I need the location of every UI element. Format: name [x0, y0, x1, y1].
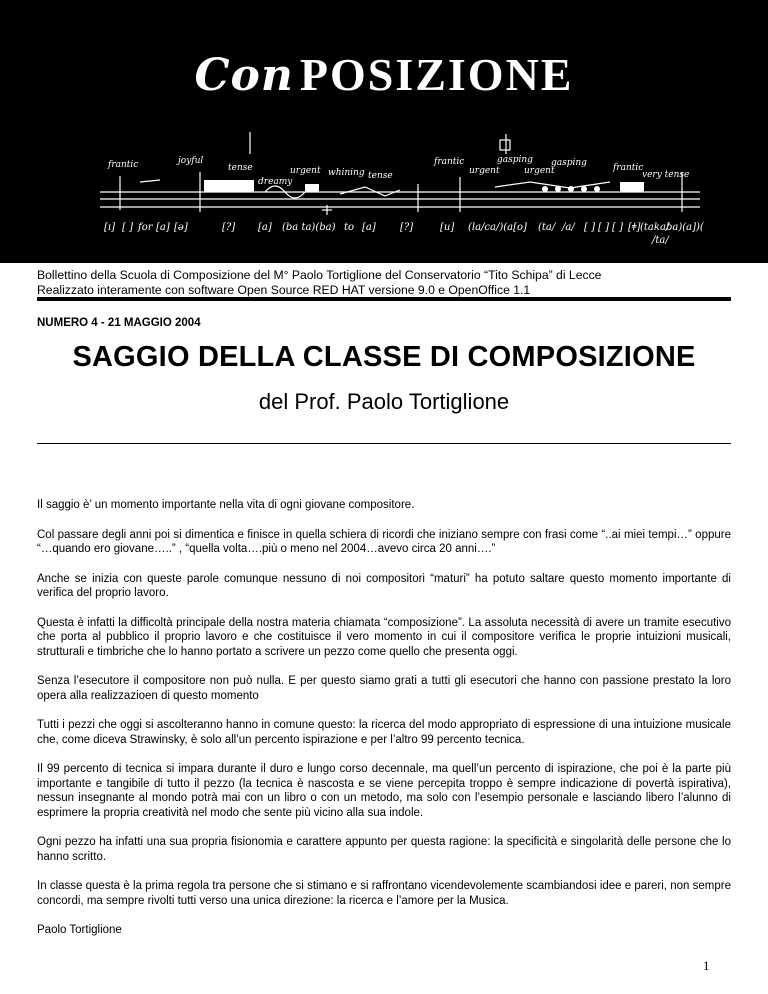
paragraph: Anche se inizia con queste parole comunque nessuno di noi compositori “maturi” ha potuto saltare questo momento importante di verifica del proprio lavoro.: [37, 572, 731, 599]
score-phoneme: (ta/: [538, 222, 556, 233]
title-con: Con: [194, 50, 294, 101]
score-word: tense: [228, 163, 253, 173]
score-phoneme: [ ]: [598, 222, 609, 233]
score-illustration: [100, 132, 704, 247]
score-phoneme: (ba ta)(ba): [282, 222, 336, 233]
signature: Paolo Tortiglione: [37, 924, 122, 936]
paragraph: Ogni pezzo ha infatti una sua propria fisionomia e carattere appunto per questa ragione: la specificità e singolarità delle persone che lo hanno scritto.: [37, 836, 731, 863]
title-posizione: POSIZIONE: [299, 49, 574, 100]
paragraph: Il saggio è’ un momento importante nella vita di ogni giovane compositore.: [37, 499, 415, 511]
score-phoneme: for: [138, 222, 153, 233]
bulletin-line-2: Realizzato interamente con software Open Source RED HAT versione 9.0 e OpenOffice 1.1: [37, 283, 531, 297]
score-phoneme: [a]: [362, 222, 376, 233]
score-phoneme: [ə]: [174, 222, 188, 233]
article-body: [37, 498, 731, 953]
score-word: gasping: [551, 158, 587, 168]
page-subtitle: del Prof. Paolo Tortiglione: [258, 389, 510, 414]
score-phoneme: [ ]: [612, 222, 623, 233]
score-phoneme: to: [344, 222, 355, 233]
score-phoneme: [u]: [440, 222, 455, 233]
paragraph: Senza l’esecutore il compositore non può nulla. E per questo siamo grati a tutti gli esecutori che hanno con passione prestato la loro opera alla realizzazioen di questo momento: [37, 675, 731, 702]
score-phoneme: /ta/: [652, 235, 669, 246]
score-word: joyful: [178, 156, 204, 166]
score-phoneme: [ ]: [584, 222, 595, 233]
page-title: SAGGIO DELLA CLASSE DI COMPOSIZIONE: [72, 341, 696, 373]
score-word: dreamy: [258, 177, 293, 187]
score-word: gasping: [497, 155, 533, 165]
score-phoneme: [ǂ]: [628, 222, 641, 233]
score-word: tense: [368, 171, 393, 181]
score-word: whining: [328, 168, 365, 178]
score-phoneme: [?]: [400, 222, 414, 233]
page-number: 1: [703, 958, 710, 973]
score-phoneme: /a/: [562, 222, 575, 233]
score-phoneme: [a]: [258, 222, 272, 233]
paragraph: In classe questa è la prima regola tra persone che si stimano e si raffrontano vicendevolemente scambiandosi idee e pareri, non sempre concordi, ma sempre rivolti tutti verso una unica direzione: la ricerca e l’amore per la Musica.: [37, 880, 731, 907]
paragraph: Tutti i pezzi che oggi si ascolteranno hanno in comune questo: la ricerca del modo appropriato di espressione di una intuizione musicale che, come diceva Strawinsky, è solo all’un percento ispirazione e per l’altro 99 percento tecnica.: [37, 719, 731, 746]
score-word: frantic: [108, 160, 139, 170]
score-phoneme: [?]: [222, 222, 236, 233]
divider-thin: [37, 443, 731, 444]
score-phoneme: [ı]: [104, 222, 116, 233]
score-phoneme: [a]: [156, 222, 170, 233]
score-phoneme: (la/ca/)(a[o]: [468, 222, 527, 233]
score-word: urgent: [290, 166, 321, 176]
masthead: [0, 0, 768, 263]
score-phoneme: ba)(a])(: [666, 222, 704, 233]
bulletin-line-1: Bollettino della Scuola di Composizione del M° Paolo Tortiglione del Conservatorio “Tito Schipa” di Lecce: [37, 268, 602, 282]
score-word: urgent: [469, 166, 500, 176]
score-phoneme: [ ]: [122, 222, 133, 233]
divider-thick: [37, 297, 731, 301]
masthead-title: [0, 49, 768, 101]
paragraph: Il 99 percento di tecnica si impara durante il duro e lungo corso decennale, ma quell’un percento di ispirazione, che poi è la parte più importante e tangibile di tutto il pezzo (la tecnica è nascosta e se viene percepita troppo è sempre indicazione di povertà ispirativa), nessun insegnante al mondo potrà mai con un libro o con un metodo, ma solo con l’esempio personale e lasciando libero l’alunno di esprimere la propria creatività nel modo che sente più vicino alla sua indole.: [37, 763, 731, 819]
paragraph: Questa è infatti la difficoltà principale della nostra materia chiamata “composizione”. La assoluta necessità di avere un tramite esecutivo che porta al pubblico il proprio lavoro e che costituisce il vero momento in cui il compositore verifica le proprie intuizioni musicali, strutturali e timbriche che lo hanno portato a scrivere un pezzo come quello che presenta oggi.: [37, 616, 731, 658]
score-word: frantic: [434, 157, 465, 167]
score-word: urgent: [524, 166, 555, 176]
score-phoneme: (taka/: [640, 222, 670, 233]
paragraph: Col passare degli anni poi si dimentica e finisce in quella schiera di ricordi che iniziano sempre con frasi come “..ai miei tempi…” oppure “…quando ero giovane…..” , “quella volta….più o meno nel 2004…avevo circa 20 anni….”: [37, 528, 731, 555]
score-word: frantic: [613, 163, 644, 173]
score-word: very tense: [642, 170, 690, 180]
issue-number: NUMERO 4 - 21 MAGGIO 2004: [37, 317, 201, 329]
bulletin-info: [37, 268, 737, 298]
